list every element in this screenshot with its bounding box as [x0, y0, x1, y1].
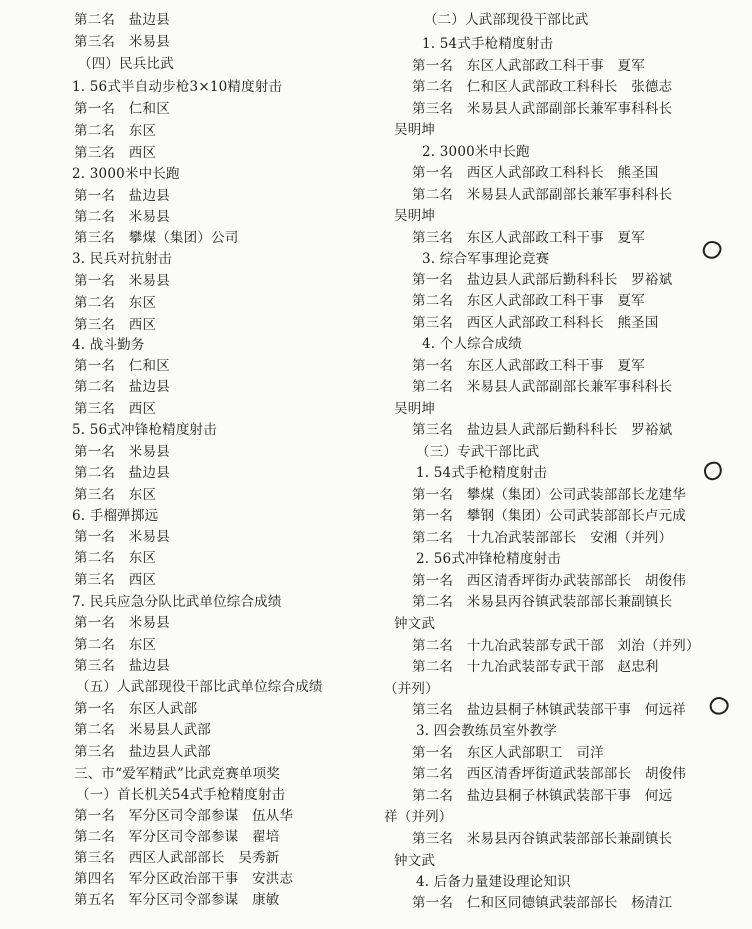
text-line: 第一名 东区人武部政工科干事 夏军 — [412, 358, 645, 374]
text-line: 第二名 东区 — [74, 295, 157, 311]
item-heading: 2. 3000米中长跑 — [72, 166, 180, 182]
item-heading: 1. 54式手枪精度射击 — [422, 36, 554, 52]
text-line: 第二名 米易县丙谷镇武装部部长兼副镇长 — [412, 594, 673, 610]
text-line: 第二名 十九冶武装部专武干部 赵忠利 — [412, 659, 659, 675]
text-line: 第三名 东区人武部政工科干事 夏军 — [412, 230, 645, 246]
text-line: 第三名 盐边县 — [74, 658, 170, 674]
text-line: 第三名 盐边县人武部 — [74, 744, 211, 760]
text-line: 第一名 攀钢（集团）公司武装部部长卢元成 — [412, 508, 686, 524]
text-line: 第三名 米易县丙谷镇武装部部长兼副镇长 — [412, 831, 673, 847]
text-line: 吴明坤 — [394, 401, 436, 417]
item-heading: 5. 56式冲锋枪精度射击 — [72, 422, 217, 438]
text-line: 第一名 仁和区 — [74, 101, 170, 117]
text-line: 第三名 西区 — [74, 317, 157, 333]
punch-hole-mark — [700, 238, 723, 261]
text-line: 第二名 十九冶武装部专武干部 刘治（并列） — [412, 638, 700, 654]
text-line: 第三名 盐边县桐子林镇武装部干事 何远祥 — [412, 702, 686, 718]
text-line: 第五名 军分区司令部参谋 康敏 — [74, 892, 280, 908]
item-heading: 2. 3000米中长跑 — [422, 144, 530, 160]
text-line: 第二名 东区 — [74, 550, 157, 566]
section-heading: （一）首长机关54式手枪精度射击 — [76, 787, 286, 803]
item-heading: 3. 民兵对抗射击 — [72, 251, 172, 267]
text-line: 第一名 盐边县人武部后勤科科长 罗裕斌 — [412, 272, 673, 288]
item-heading: 4. 个人综合成绩 — [422, 336, 522, 352]
text-line: 第三名 攀煤（集团）公司 — [74, 230, 239, 246]
text-line: 第一名 盐边县 — [74, 188, 170, 204]
text-line: 第三名 西区 — [74, 401, 157, 417]
text-line: 第三名 东区 — [74, 487, 157, 503]
text-line: 第三名 西区人武部政工科科长 熊圣国 — [412, 315, 659, 331]
text-line: 第二名 盐边县桐子林镇武装部干事 何远 — [412, 788, 673, 804]
item-heading: 1. 56式半自动步枪3×10精度射击 — [72, 79, 283, 95]
text-line: 第三名 西区人武部部长 吴秀新 — [74, 850, 280, 866]
text-line: 第一名 东区人武部职工 司洋 — [412, 745, 604, 761]
text-line: 第二名 东区 — [74, 123, 157, 139]
item-heading: 3. 综合军事理论竞赛 — [422, 251, 550, 267]
text-line: 第一名 米易县 — [74, 273, 170, 289]
text-line: 第三名 米易县人武部副部长兼军事科科长 — [412, 101, 673, 117]
text-line: 第二名 盐边县 — [74, 465, 170, 481]
text-line: 第二名 米易县人武部 — [74, 722, 211, 738]
item-heading: 3. 四会教练员室外教学 — [416, 723, 558, 739]
text-line: 第二名 东区人武部政工科干事 夏军 — [412, 293, 645, 309]
text-line: 吴明坤 — [394, 122, 436, 138]
text-line: 第二名 西区清香坪街道武装部部长 胡俊伟 — [412, 766, 686, 782]
text-line: 第一名 东区人武部政工科干事 夏军 — [412, 58, 645, 74]
text-line: 第一名 米易县 — [74, 615, 170, 631]
text-line: 吴明坤 — [394, 208, 436, 224]
text-line: 第三名 盐边县人武部后勤科科长 罗裕斌 — [412, 422, 673, 438]
text-line: 第一名 米易县 — [74, 444, 170, 460]
item-heading: 7. 民兵应急分队比武单位综合成绩 — [72, 594, 282, 610]
section-heading: （四）民兵比武 — [78, 56, 174, 72]
text-line: 第二名 东区 — [74, 637, 157, 653]
item-heading: 2. 56式冲锋枪精度射击 — [416, 551, 561, 567]
punch-hole-mark — [702, 460, 724, 482]
section-heading: （二）人武部现役干部比武 — [424, 12, 589, 28]
text-line: 第一名 仁和区 — [74, 358, 170, 374]
text-line: 第二名 米易县 — [74, 209, 170, 225]
item-heading: 4. 战斗勤务 — [72, 337, 145, 353]
text-line: 第二名 仁和区人武部政工科科长 张德志 — [412, 79, 673, 95]
item-heading: 4. 后备力量建设理论知识 — [416, 874, 571, 890]
text-line: 钟文武 — [394, 853, 436, 869]
item-heading: 1. 54式手枪精度射击 — [416, 465, 548, 481]
section-heading: （三）专武干部比武 — [416, 444, 540, 460]
text-line: 第二名 军分区司令部参谋 翟培 — [74, 829, 280, 845]
text-line: 第一名 仁和区同德镇武装部部长 杨清江 — [412, 895, 673, 911]
text-line: 第四名 军分区政治部干事 安洪志 — [74, 871, 294, 887]
text-line: 第二名 米易县人武部副部长兼军事科科长 — [412, 379, 673, 395]
text-line: 第三名 西区 — [74, 572, 157, 588]
text-line: 第二名 盐边县 — [74, 379, 170, 395]
text-line: 第三名 西区 — [74, 145, 157, 161]
text-line: 第一名 东区人武部 — [74, 701, 198, 717]
text-line: 第一名 攀煤（集团）公司武装部部长龙建华 — [412, 487, 686, 503]
text-line: 第一名 军分区司令部参谋 伍从华 — [74, 808, 294, 824]
section-heading: （五）人武部现役干部比武单位综合成绩 — [76, 679, 323, 695]
text-line: 祥（并列） — [384, 809, 453, 825]
text-line: 第二名 盐边县 — [74, 12, 170, 28]
text-line: 钟文武 — [394, 616, 436, 632]
text-line: 第一名 米易县 — [74, 529, 170, 545]
punch-hole-mark — [706, 693, 731, 718]
text-line: 第一名 西区清香坪街办武装部部长 胡俊伟 — [412, 573, 686, 589]
text-line: 第三名 米易县 — [74, 34, 170, 50]
text-line: 第二名 十九冶武装部部长 安湘（并列） — [412, 530, 673, 546]
section-heading: 三、市“爱军精武”比武竞赛单项奖 — [74, 766, 281, 782]
text-line: 第二名 米易县人武部副部长兼军事科科长 — [412, 187, 673, 203]
text-line: 第一名 西区人武部政工科科长 熊圣国 — [412, 165, 659, 181]
text-line: （并列） — [384, 681, 439, 697]
item-heading: 6. 手榴弹掷远 — [72, 508, 159, 524]
